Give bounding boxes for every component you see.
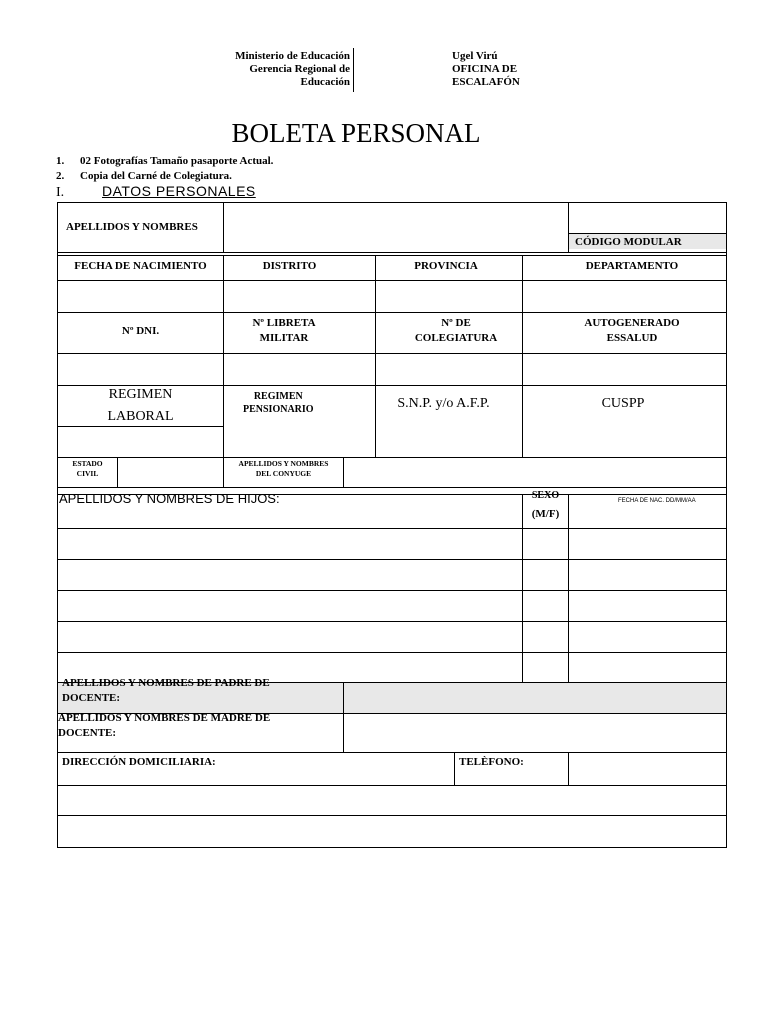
provincia-input[interactable]: [376, 281, 522, 312]
estado-civil-input[interactable]: [118, 458, 223, 487]
hijos-input-area[interactable]: [58, 529, 522, 682]
header-divider: [353, 48, 354, 92]
grid-line: [454, 752, 455, 786]
estado-civil-line-2: CIVIL: [76, 469, 99, 478]
dni-label: Nº DNI.: [121, 325, 160, 337]
madre-line-1: APELLIDOS Y NOMBRES DE MADRE DE: [58, 712, 271, 724]
requirement-2-num: 2.: [56, 170, 65, 182]
regimen-laboral-line-2: LABORAL: [107, 409, 174, 424]
fecha-nac-label: FECHA DE NAC. DD/MM/AA: [618, 498, 696, 504]
direccion-label: DIRECCIÓN DOMICILIARIA:: [62, 756, 216, 768]
regimen-laboral-label: [58, 384, 223, 428]
colegiatura-label: [376, 316, 536, 346]
direccion-input[interactable]: [58, 786, 726, 847]
grid-line: [57, 255, 727, 256]
conyuge-label: [224, 459, 343, 479]
regimen-pensionario-label: [243, 390, 314, 416]
madre-label: [58, 711, 270, 741]
padre-input[interactable]: [344, 683, 726, 713]
apellidos-nombres-input[interactable]: [224, 203, 568, 252]
grid-line: [568, 233, 726, 234]
regimen-pens-line-2: PENSIONARIO: [243, 404, 314, 415]
telefono-label: TELÈFONO:: [459, 756, 524, 768]
distrito-input[interactable]: [224, 281, 375, 312]
office-line-3: ESCALAFÓN: [452, 76, 520, 88]
snp-afp-label: S.N.P. y/o A.F.P.: [397, 396, 490, 411]
madre-line-2: DOCENTE:: [58, 727, 117, 739]
conyuge-line-1: APELLIDOS Y NOMBRES: [238, 459, 329, 468]
dni-input[interactable]: [58, 354, 223, 385]
essalud-line-2: ESSALUD: [606, 332, 658, 344]
cuspp-label: CUSPP: [601, 396, 645, 411]
requirement-2-text: Copia del Carné de Colegiatura.: [80, 170, 232, 182]
colegiatura-input[interactable]: [376, 354, 522, 385]
regimen-pens-line-1: REGIMEN: [253, 391, 303, 402]
departamento-input[interactable]: [523, 281, 726, 312]
codigo-modular-label: CÓDIGO MODULAR: [575, 236, 682, 248]
requirement-1-text: 02 Fotografías Tamaño pasaporte Actual.: [80, 155, 274, 167]
sexo-line-1: SEXO: [531, 490, 560, 501]
estado-civil-label: [58, 459, 117, 479]
distrito-label: DISTRITO: [262, 260, 317, 272]
essalud-line-1: AUTOGENERADO: [584, 317, 680, 329]
office-header: [452, 50, 520, 89]
hijos-label: APELLIDOS Y NOMBRES DE HIJOS:: [59, 491, 280, 506]
libreta-line-1: Nº LIBRETA: [252, 317, 316, 329]
page-title: BOLETA PERSONAL: [231, 118, 481, 148]
ministry-header: [200, 50, 350, 89]
libreta-militar-input[interactable]: [224, 354, 375, 385]
libreta-militar-label: [224, 316, 344, 346]
conyuge-input[interactable]: [344, 458, 726, 487]
section-heading: [56, 183, 256, 201]
office-line-2: OFICINA DE: [452, 63, 518, 75]
codigo-modular-input[interactable]: [569, 203, 726, 233]
fecha-nacimiento-label: FECHA DE NACIMIENTO: [74, 260, 207, 272]
autogenerado-essalud-label: [523, 316, 741, 346]
form-bottom-border: [57, 847, 727, 848]
telefono-input[interactable]: [569, 753, 726, 785]
section-title: DATOS PERSONALES: [102, 183, 256, 199]
grid-line: [568, 494, 569, 682]
sexo-label: [523, 487, 568, 523]
ministry-line-1: Ministerio de Educación: [235, 50, 350, 62]
sexo-line-2: (M/F): [531, 508, 560, 520]
departamento-label: DEPARTAMENTO: [585, 260, 679, 272]
madre-input[interactable]: [344, 714, 726, 752]
section-number: I.: [56, 185, 65, 200]
requirement-1: [56, 154, 273, 168]
regimen-laboral-line-1: REGIMEN: [108, 387, 173, 402]
regimen-laboral-input[interactable]: [58, 427, 223, 457]
ministry-line-2: Gerencia Regional de: [249, 63, 350, 75]
grid-line: [57, 312, 727, 313]
apellidos-nombres-label: APELLIDOS Y NOMBRES: [66, 221, 198, 233]
padre-line-1: APELLIDOS Y NOMBRES DE PADRE DE: [62, 677, 270, 689]
padre-line-2: DOCENTE:: [62, 692, 121, 704]
colegiatura-line-2: COLEGIATURA: [414, 332, 498, 344]
office-line-1: Ugel Virú: [452, 50, 498, 62]
grid-line: [57, 252, 727, 253]
fecha-nacimiento-input[interactable]: [58, 281, 223, 312]
requirement-1-num: 1.: [56, 155, 65, 167]
provincia-label: PROVINCIA: [414, 260, 478, 272]
colegiatura-line-1: Nº DE: [441, 317, 471, 329]
ministry-line-3: Educación: [300, 76, 350, 88]
libreta-line-2: MILITAR: [259, 332, 309, 344]
grid-line: [57, 487, 727, 488]
conyuge-line-2: DEL CONYUGE: [255, 469, 312, 478]
estado-civil-line-1: ESTADO: [72, 459, 103, 468]
requirement-2: [56, 169, 232, 183]
essalud-input[interactable]: [523, 354, 726, 385]
